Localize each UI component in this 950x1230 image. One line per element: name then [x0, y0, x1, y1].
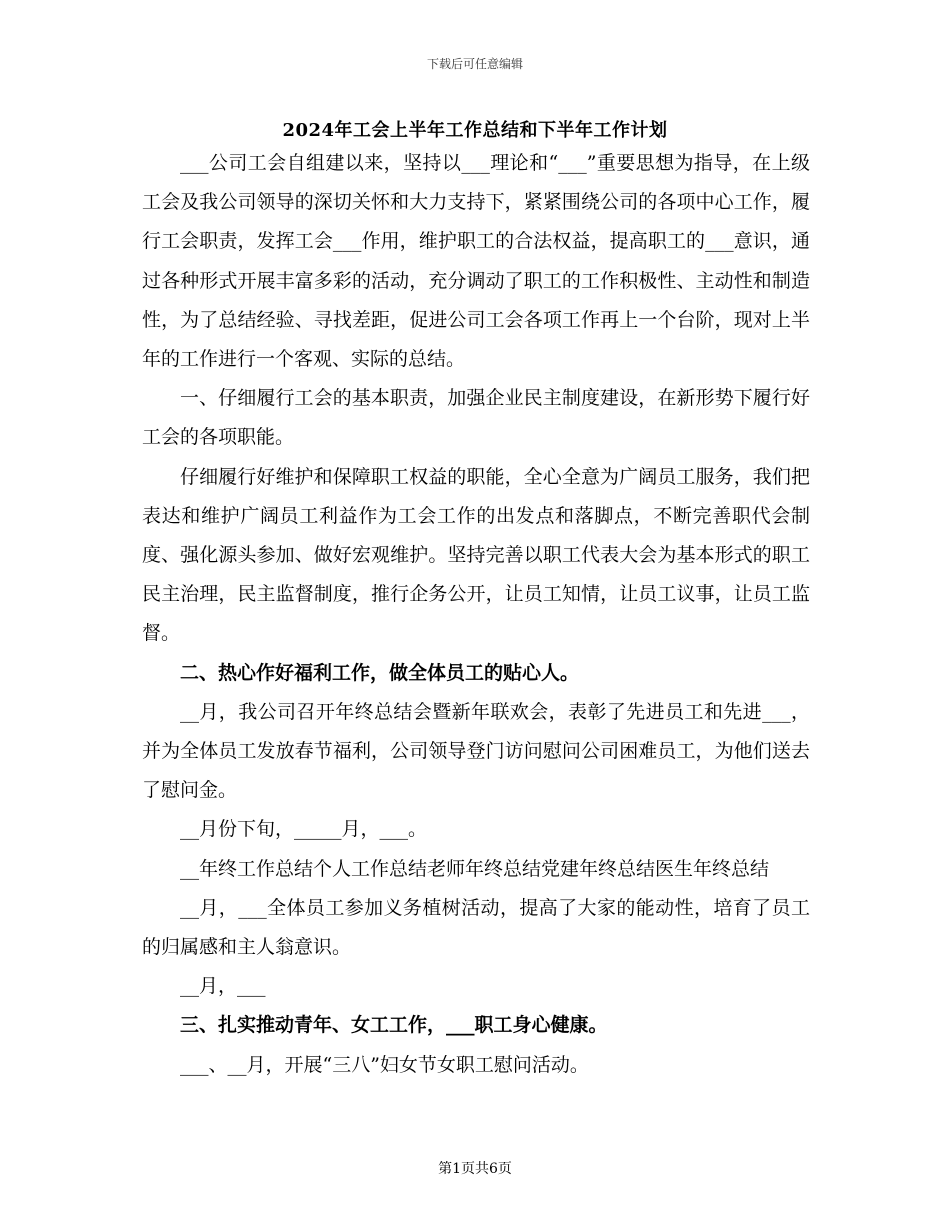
page-header: 下载后可任意编辑 [426, 57, 523, 71]
page-footer: 第1页共6页 [438, 1161, 512, 1177]
section-3-heading: 三、扎实推动青年、女工工作，___职工身心健康。 [180, 1014, 608, 1037]
paragraph-month-blank: __月，___ [180, 975, 266, 998]
paragraph-womens-day: ___、__月，开展“三八”妇女节女职工慰问活动。 [180, 1053, 589, 1076]
paragraph-tree-planting: __月，___全体员工参加义务植树活动，提高了大家的能动性，培育了员工的归属感和主人翁意识。 [142, 896, 810, 959]
document-title: 2024年工会上半年工作总结和下半年工作计划 [282, 120, 668, 141]
paragraph-month-late: __月份下旬，_____月，___。 [180, 818, 428, 841]
paragraph-section-1-body: 仔细履行好维护和保障职工权益的职能，全心全意为广阔员工服务，我们把表达和维护广阔员工利益作为工会工作的出发点和落脚点，不断完善职代会制度、强化源头参加、做好宏观维护。坚持完善以职工代表大会为基本形式的职工民主治理，民主监督制度，推行企务公开，让员工知情，让员工议事，让员工监督。 [142, 465, 810, 645]
paragraph-section-1-heading: 一、仔细履行工会的基本职责，加强企业民主制度建设，在新形势下履行好工会的各项职能。 [142, 387, 810, 449]
document-body [142, 144, 810, 1085]
paragraph-intro: ___公司工会自组建以来，坚持以___理论和“___”重要思想为指导，在上级工会及我公司领导的深切关怀和大力支持下，紧紧围绕公司的各项中心工作，履行工会职责，发挥工会___作用，维护职工的合法权益，提高职工的___意识，通过各种形式开展丰富多彩的活动，充分调动了职工的工作积极性、主动性和制造性，为了总结经验、寻找差距，促进公司工会各项工作再上一个台阶，现对上半年的工作进行一个客观、实际的总结。 [142, 152, 810, 371]
paragraph-summary-links: __年终工作总结个人工作总结老师年终总结党建年终总结医生年终总结 [180, 857, 770, 880]
section-2-heading: 二、热心作好福利工作，做全体员工的贴心人。 [180, 661, 580, 684]
paragraph-section-2-body: __月，我公司召开年终总结会暨新年联欢会，表彰了先进员工和先进___，并为全体员工发放春节福利，公司领导登门访问慰问公司困难员工，为他们送去了慰问金。 [142, 700, 810, 802]
